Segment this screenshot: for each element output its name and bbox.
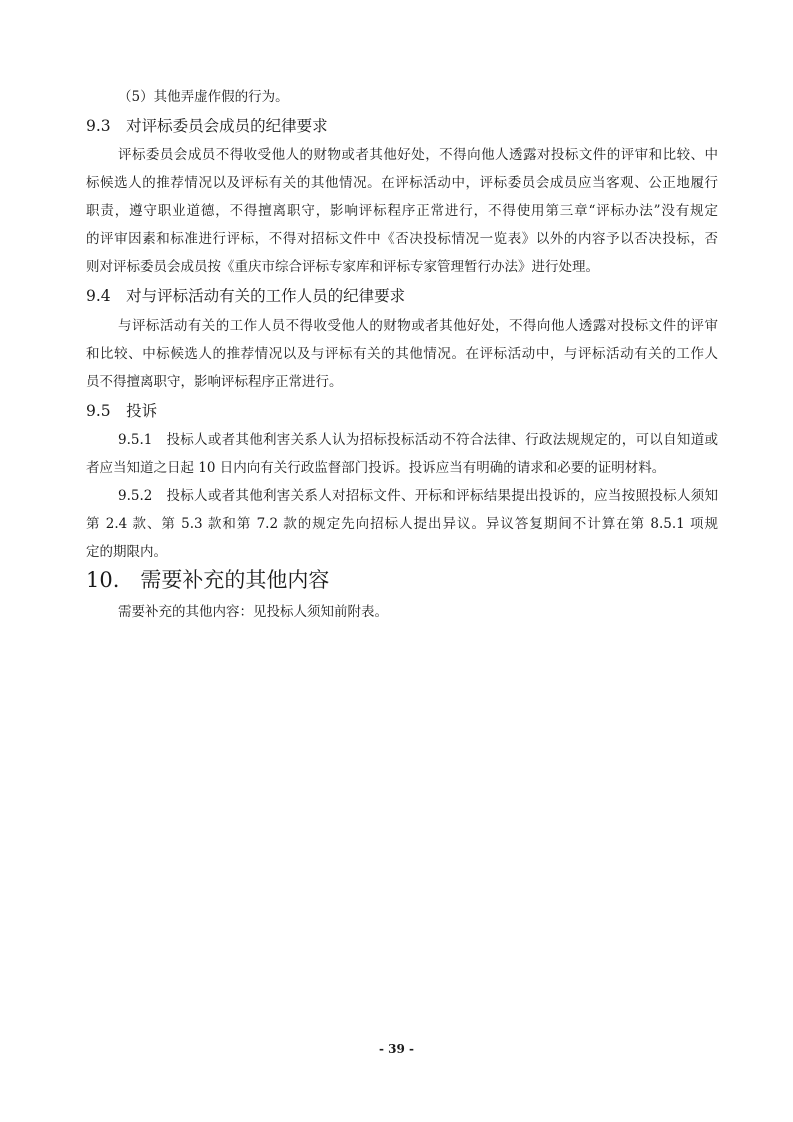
paragraph-line: 的评审因素和标准进行评标，不得对招标文件中《否决投标情况一览表》以外的内容予以否决投标，否 (86, 231, 718, 247)
clause-line: 9.5.2 投标人或者其他利害关系人对招标文件、开标和评标结果提出投诉的，应当按照投标人须知 (118, 488, 718, 504)
section-heading-9-4: 9.4 对与评标活动有关的工作人员的纪律要求 (86, 287, 406, 305)
section-heading-9-5: 9.5 投诉 (86, 402, 158, 420)
clause-line: 第 2.4 款、第 5.3 款和第 7.2 款的规定先向招标人提出异议。异议答复期间不计算在第 8.5.1 项规 (86, 516, 718, 532)
paragraph-line: 职责，遵守职业道德，不得擅离职守，影响评标程序正常进行，不得使用第三章“评标办法”没有规定 (86, 203, 718, 219)
section-heading-9-3: 9.3 对评标委员会成员的纪律要求 (86, 117, 328, 135)
paragraph-line: 标候选人的推荐情况以及评标有关的其他情况。在评标活动中，评标委员会成员应当客观、公正地履行 (86, 175, 718, 191)
paragraph-line: 需要补充的其他内容：见投标人须知前附表。 (118, 604, 388, 620)
paragraph-line: 和比较、中标候选人的推荐情况以及与评标有关的其他情况。在评标活动中，与评标活动有关的工作人 (86, 346, 718, 362)
clause-line: 者应当知道之日起 10 日内向有关行政监督部门投诉。投诉应当有明确的请求和必要的证明材料。 (86, 460, 666, 476)
page-number: - 39 - (378, 1042, 414, 1056)
clause-line: 定的期限内。 (86, 544, 167, 560)
section-heading-10: 10. 需要补充的其他内容 (86, 568, 330, 592)
paragraph-line: 则对评标委员会成员按《重庆市综合评标专家库和评标专家管理暂行办法》进行处理。 (86, 259, 599, 275)
paragraph-line: 员不得擅离职守，影响评标程序正常进行。 (86, 374, 343, 390)
paragraph-line: 与评标活动有关的工作人员不得收受他人的财物或者其他好处，不得向他人透露对投标文件的评审 (118, 318, 718, 334)
list-item-5: （5）其他弄虚作假的行为。 (118, 89, 289, 105)
clause-line: 9.5.1 投标人或者其他利害关系人认为招标投标活动不符合法律、行政法规规定的，可以自知道或 (118, 432, 718, 448)
paragraph-line: 评标委员会成员不得收受他人的财物或者其他好处，不得向他人透露对投标文件的评审和比较、中 (118, 147, 718, 163)
